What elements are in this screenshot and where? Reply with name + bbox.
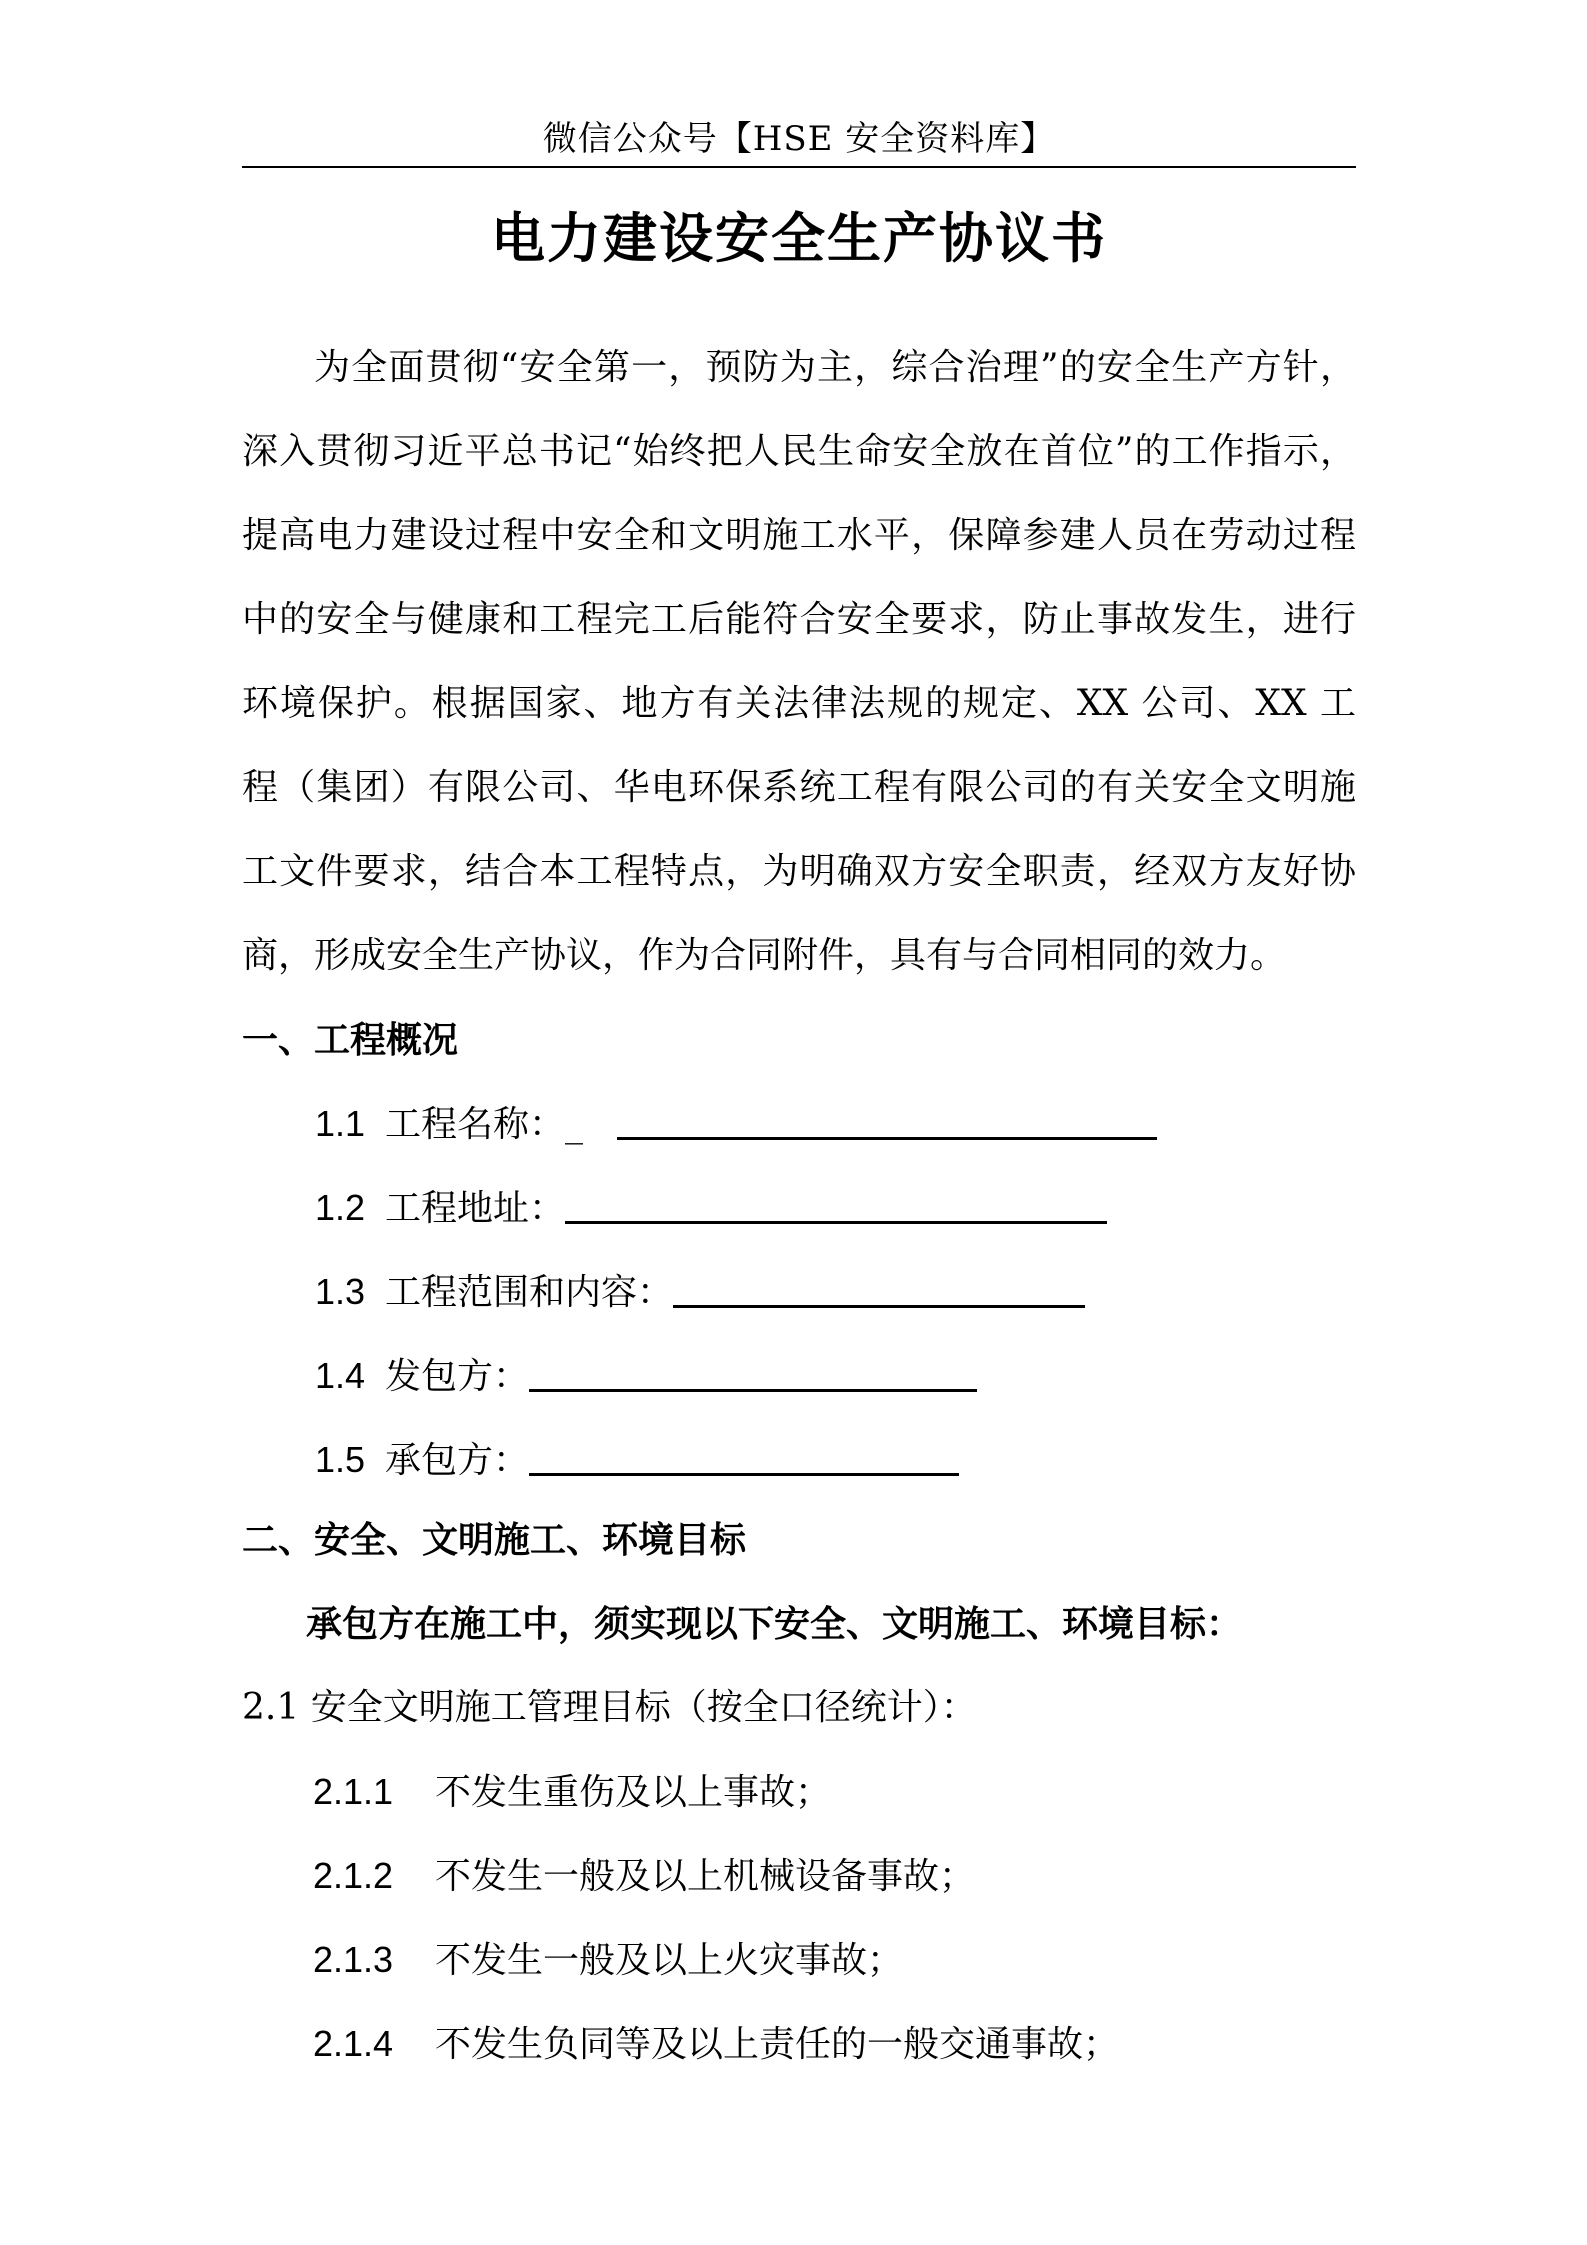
field-project-address <box>315 1178 1107 1239</box>
target-item <box>313 1846 975 1907</box>
intro-paragraph <box>242 326 1356 998</box>
field-project-scope <box>315 1262 1085 1323</box>
target-item <box>313 1930 903 1991</box>
field-contractor <box>315 1430 959 1491</box>
subsection-heading: 2.1 安全文明施工管理目标（按全口径统计）： <box>242 1687 977 1728</box>
field-label: 工程名称：_ <box>385 1104 584 1145</box>
project-address-blank[interactable] <box>565 1187 1107 1224</box>
item-number: 2.1.2 <box>313 1855 394 1896</box>
intro-line: 程（集团）有限公司、华电环保系统工程有限公司的有关安全文明施 <box>242 767 1356 808</box>
target-item <box>313 2014 1119 2075</box>
intro-line: 环境保护。根据国家、地方有关法律法规的规定、XX 公司、XX 工 <box>242 683 1356 724</box>
item-number: 1.5 <box>315 1439 366 1480</box>
target-text: 不发生负同等及以上责任的一般交通事故； <box>435 2024 1120 2065</box>
item-number: 2.1.1 <box>313 1771 394 1812</box>
section-heading: 一、工程概况 <box>242 1019 459 1061</box>
project-scope-blank[interactable] <box>673 1271 1085 1308</box>
intro-line: 为全面贯彻“安全第一，预防为主，综合治理”的安全生产方针， <box>314 347 1356 388</box>
item-number: 1.2 <box>315 1187 366 1228</box>
item-number: 1.1 <box>315 1103 366 1144</box>
intro-line: 提高电力建设过程中安全和文明施工水平，保障参建人员在劳动过程 <box>242 515 1356 556</box>
field-label: 工程地址： <box>385 1188 566 1229</box>
project-name-blank[interactable] <box>617 1103 1157 1140</box>
target-text: 不发生一般及以上火灾事故； <box>435 1940 904 1981</box>
target-text: 不发生一般及以上机械设备事故； <box>435 1856 976 1897</box>
item-number: 2.1.4 <box>313 2023 394 2064</box>
field-label: 发包方： <box>385 1356 530 1397</box>
field-label: 工程范围和内容： <box>385 1272 674 1313</box>
item-number: 2.1.3 <box>313 1939 394 1980</box>
contractor-blank[interactable] <box>529 1439 959 1476</box>
field-project-name <box>315 1094 1157 1155</box>
field-employer <box>315 1346 977 1407</box>
page-header: 微信公众号【HSE 安全资料库】 <box>542 119 1056 159</box>
intro-line: 工文件要求，结合本工程特点，为明确双方安全职责，经双方友好协 <box>242 851 1356 892</box>
item-number: 1.4 <box>315 1355 366 1396</box>
target-item <box>313 1762 831 1823</box>
target-text: 不发生重伤及以上事故； <box>435 1772 832 1813</box>
employer-blank[interactable] <box>529 1355 977 1392</box>
intro-line: 商，形成安全生产协议，作为合同附件，具有与合同相同的效力。 <box>242 935 1287 976</box>
item-number: 1.3 <box>315 1271 366 1312</box>
header-divider <box>242 166 1356 168</box>
section-heading: 二、安全、文明施工、环境目标 <box>242 1519 747 1561</box>
document-title: 电力建设安全生产协议书 <box>491 206 1107 270</box>
field-label: 承包方： <box>385 1440 530 1481</box>
section-lead: 承包方在施工中，须实现以下安全、文明施工、环境目标： <box>306 1603 1243 1645</box>
intro-line: 深入贯彻习近平总书记“始终把人民生命安全放在首位”的工作指示， <box>242 431 1356 472</box>
intro-line: 中的安全与健康和工程完工后能符合安全要求，防止事故发生，进行 <box>242 599 1356 640</box>
